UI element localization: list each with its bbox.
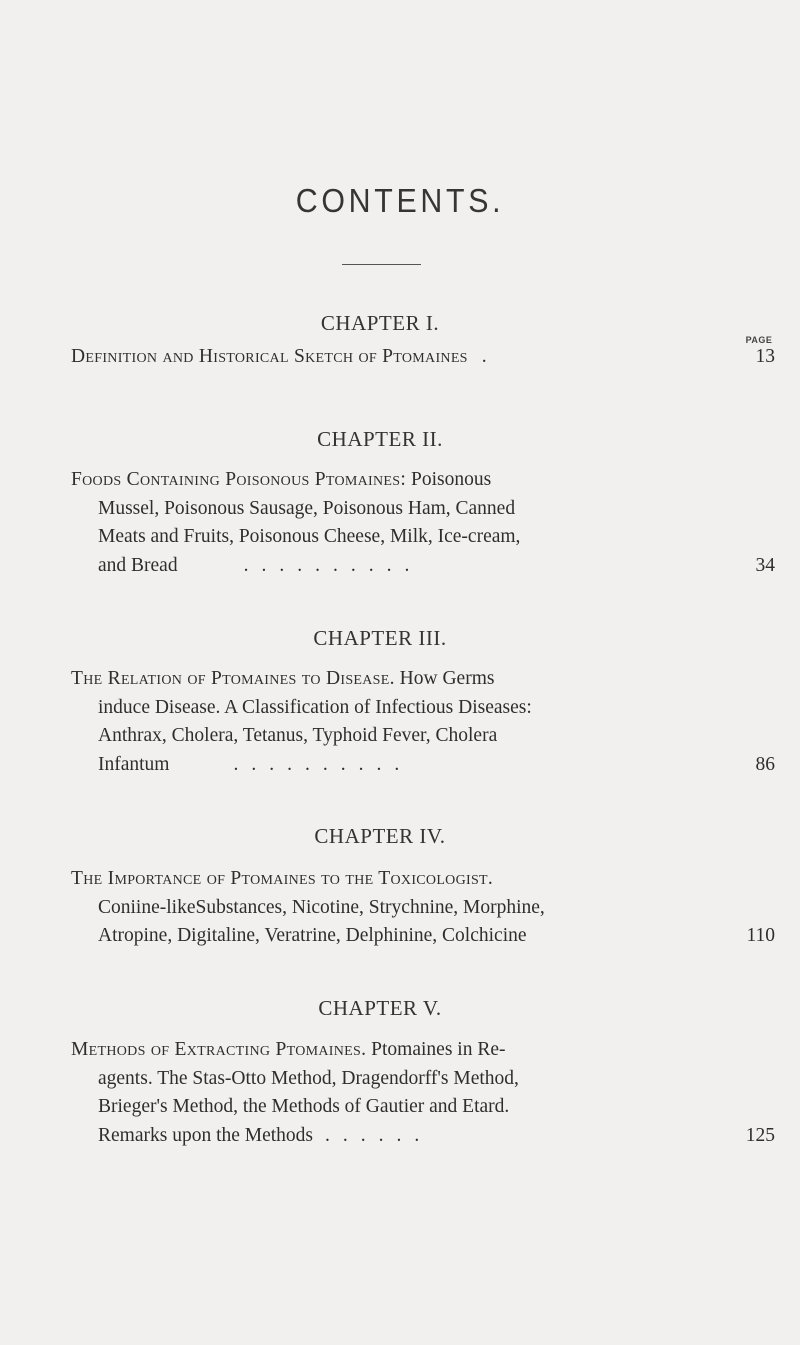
page-title: CONTENTS. <box>295 182 505 219</box>
entry-title-lead: Methods of Extracting Ptomaines. <box>71 1039 367 1060</box>
entry-line: Coniine-likeSubstances, Nicotine, Strychnine, Morphine, <box>98 896 545 918</box>
entry-line <box>71 466 775 495</box>
chapter-entry-3 <box>71 665 775 779</box>
entry-title-lead: Foods Containing Poisonous Ptomaines: <box>71 469 407 490</box>
entry-text: Atropine, Digitaline, Veratrine, Delphinine, Colchicine <box>98 925 527 946</box>
entry-line: agents. The Stas-Otto Method, Dragendorff's Method, <box>98 1067 519 1089</box>
entry-title: Definition and Historical Sketch of Ptomaines <box>71 346 468 367</box>
entry-text: Infantum <box>98 753 170 775</box>
entry-text: Ptomaines in Re- <box>366 1039 506 1060</box>
page-column-label: PAGE <box>745 335 773 345</box>
entry-line: Anthrax, Cholera, Tetanus, Typhoid Fever, Cholera <box>98 725 498 746</box>
dot-leader: . <box>481 346 500 367</box>
dot-leader: .......... <box>233 753 413 775</box>
chapter-label-3: CHAPTER III. <box>313 626 447 650</box>
entry-text: How Germs <box>394 668 495 689</box>
page-number: 125 <box>745 1124 775 1146</box>
entry-line <box>71 1122 775 1151</box>
entry-text: Poisonous <box>406 469 492 490</box>
entry-line: Mussel, Poisonous Sausage, Poisonous Ham, Canned <box>98 497 516 519</box>
chapter-entry-1 <box>71 343 775 372</box>
entry-line <box>71 1036 775 1065</box>
entry-line <box>71 343 775 372</box>
title-divider <box>342 264 421 265</box>
entry-title-lead: The Relation of Ptomaines to Disease. <box>71 668 395 689</box>
chapter-label-1: CHAPTER I. <box>320 311 440 335</box>
entry-line <box>71 922 775 951</box>
entry-text: and Bread <box>98 554 178 576</box>
chapter-entry-5 <box>71 1036 775 1150</box>
dot-leader: ...... <box>325 1124 433 1146</box>
entry-line: Meats and Fruits, Poisonous Cheese, Milk, Ice-cream, <box>98 526 521 547</box>
entry-line <box>71 751 775 780</box>
page-number: 13 <box>755 346 775 367</box>
page-number: 86 <box>755 753 775 775</box>
chapter-label-5: CHAPTER V. <box>318 996 442 1020</box>
entry-line <box>71 665 775 694</box>
entry-line: The Importance of Ptomaines to the Toxicologist. <box>71 868 494 889</box>
chapter-entry-2 <box>71 466 775 580</box>
chapter-entry-4 <box>71 865 775 951</box>
entry-line: induce Disease. A Classification of Infectious Diseases: <box>98 696 532 718</box>
entry-text: Remarks upon the Methods <box>98 1124 314 1146</box>
dot-leader: .......... <box>243 554 423 576</box>
entry-line <box>71 552 775 581</box>
page-number: 110 <box>746 925 775 946</box>
entry-line: Brieger's Method, the Methods of Gautier and Etard. <box>98 1096 510 1117</box>
chapter-label-4: CHAPTER IV. <box>314 824 446 848</box>
page-number: 34 <box>755 554 775 576</box>
chapter-label-2: CHAPTER II. <box>317 427 443 451</box>
